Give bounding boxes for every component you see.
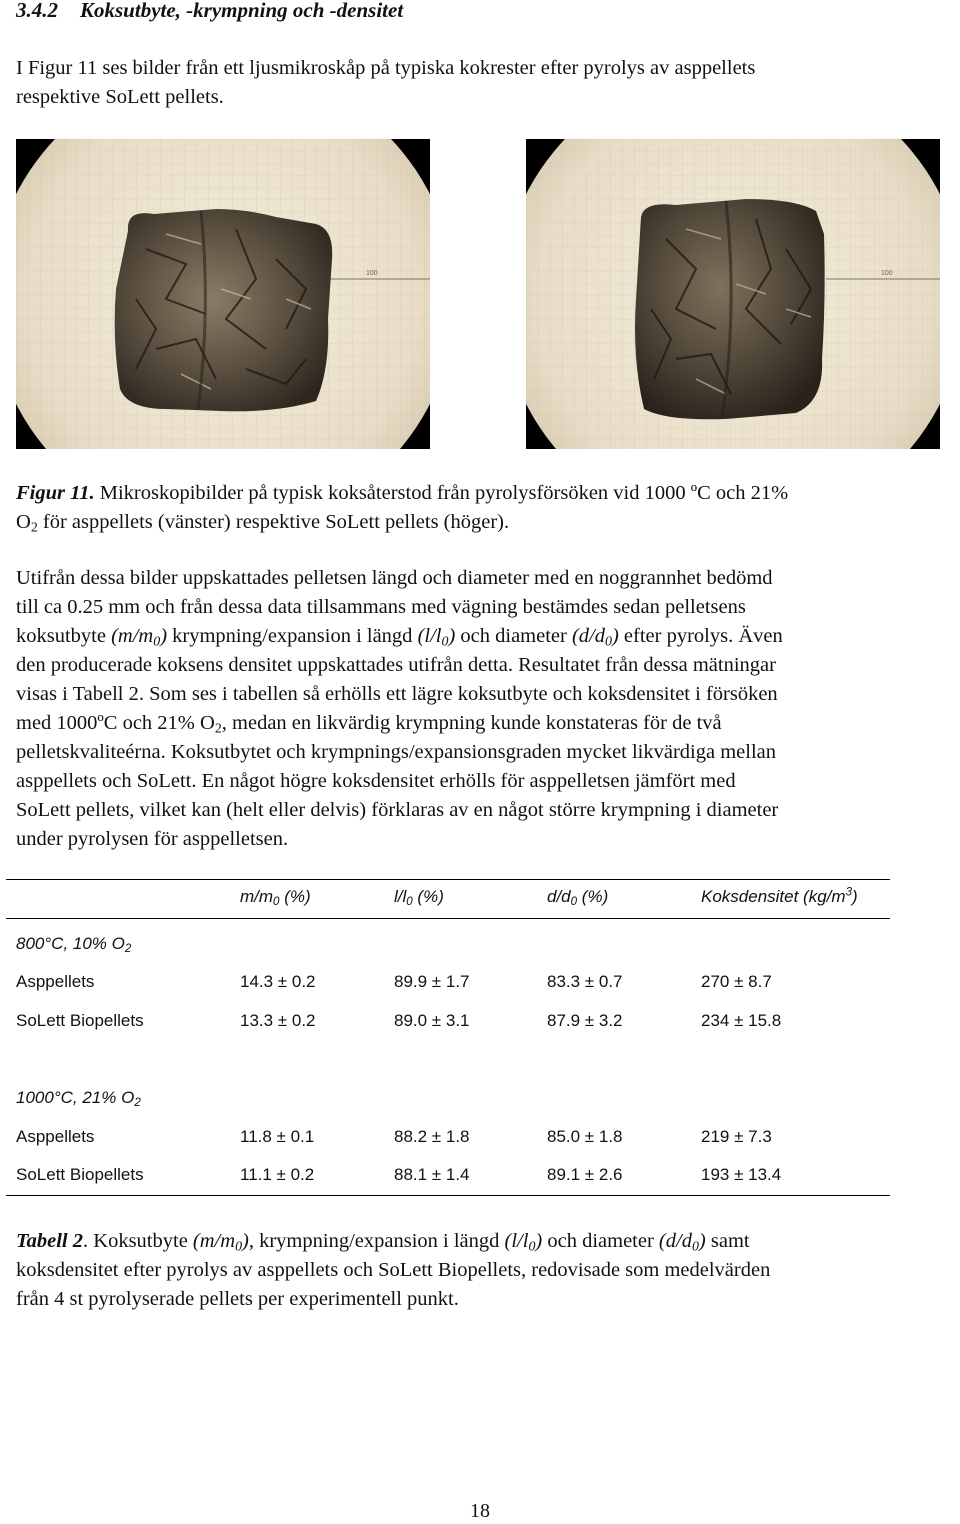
table-header-rule bbox=[6, 918, 890, 919]
section-title: Koksutbyte, -krympning och -densitet bbox=[80, 0, 404, 22]
column-header-diameter: $d/d_0$ (%) bbox=[547, 887, 609, 908]
scale-label: 100 bbox=[366, 270, 378, 277]
table-caption-line: koksdensitet efter pyrolys av asppellets och SoLett Biopellets, redovisade som medelvärden bbox=[16, 1259, 771, 1281]
body-line: asppellets och SoLett. En något högre koksdensitet erhölls för asppelletsen jämfört med bbox=[16, 770, 736, 792]
intro-line: respektive SoLett pellets. bbox=[16, 86, 224, 108]
table-cell: 89.0 ± 3.1 bbox=[394, 1011, 470, 1030]
table-cell: 13.3 ± 0.2 bbox=[240, 1011, 316, 1030]
column-header-mass: $m/m_0$ (%) bbox=[240, 887, 311, 908]
asppellets-micrograph bbox=[16, 139, 430, 449]
body-line: med 1000ºC och 21% $O_2$, medan en likvärdig krympning kunde konstateras för de två bbox=[16, 712, 722, 737]
scale-label: 100 bbox=[881, 270, 893, 277]
body-line: under pyrolysen för asppelletsen. bbox=[16, 828, 289, 850]
table-row-label: SoLett Biopellets bbox=[16, 1165, 144, 1184]
page-number: 18 bbox=[470, 1500, 490, 1522]
body-line: SoLett pellets, vilket kan (helt eller delvis) förklaras av en något större krympning i diameter bbox=[16, 799, 779, 821]
column-header-length: $l/l_0$ (%) bbox=[394, 887, 444, 908]
body-line: till ca 0.25 mm och från dessa data tillsammans med vägning bestämdes sedan pelletsens bbox=[16, 596, 746, 618]
table-group-label: 800°C, 10% $O_2$ bbox=[16, 934, 132, 955]
body-line: den producerade koksens densitet uppskattades utifrån detta. Resultatet från dessa mätningar bbox=[16, 654, 776, 676]
subscript: 2 bbox=[30, 520, 38, 536]
table-cell: 85.0 ± 1.8 bbox=[547, 1127, 623, 1146]
table-cell: 11.1 ± 0.2 bbox=[240, 1165, 315, 1184]
table-row-label: SoLett Biopellets bbox=[16, 1011, 144, 1030]
table-cell: 219 ± 7.3 bbox=[701, 1127, 772, 1146]
table-cell: 83.3 ± 0.7 bbox=[547, 972, 623, 991]
column-header-density: Koksdensitet $(kg/m^3)$ bbox=[701, 886, 858, 906]
table-cell: 88.1 ± 1.4 bbox=[394, 1165, 470, 1184]
table-caption-line: från 4 st pyrolyserade pellets per experimentell punkt. bbox=[16, 1288, 459, 1310]
intro-line: I Figur 11 ses bilder från ett ljusmikroskåp på typiska kokrester efter pyrolys av asppellets bbox=[16, 57, 756, 79]
solett-micrograph bbox=[526, 139, 940, 449]
figure-caption-text: för asppellets (vänster) respektive SoLett pellets (höger). bbox=[37, 511, 510, 533]
figure-caption bbox=[16, 479, 951, 537]
body-line: pelletskvaliteérna. Koksutbytet och krympnings/expansionsgraden mycket likvärdiga mellan bbox=[16, 741, 777, 763]
table-row-label: Asppellets bbox=[16, 972, 95, 991]
table-row-label: Asppellets bbox=[16, 1127, 95, 1146]
table-cell: 193 ± 13.4 bbox=[701, 1165, 782, 1184]
table-cell: 89.9 ± 1.7 bbox=[394, 972, 470, 991]
table-cell: 14.3 ± 0.2 bbox=[240, 972, 316, 991]
table-cell: 89.1 ± 2.6 bbox=[547, 1165, 623, 1184]
table-group-label: 1000°C, 21% $O_2$ bbox=[16, 1088, 141, 1109]
figure-caption-text: Mikroskopibilder på typisk koksåterstod från pyrolysförsöken vid 1000 ºC och 21% bbox=[94, 482, 789, 504]
figure-caption-text: O bbox=[16, 511, 31, 533]
table-cell: 88.2 ± 1.8 bbox=[394, 1127, 470, 1146]
table-cell: 11.8 ± 0.1 bbox=[240, 1127, 315, 1146]
figure-label: Figur 11. bbox=[16, 482, 95, 504]
section-heading bbox=[16, 0, 403, 23]
body-line: visas i Tabell 2. Som ses i tabellen så erhölls ett lägre koksutbyte och koksdensitet i försöken bbox=[16, 683, 778, 705]
table-cell: 87.9 ± 3.2 bbox=[547, 1011, 623, 1030]
body-line: koksutbyte $(m/m_0)$ krympning/expansion i längd $(l/l_0)$ och diameter $(d/d_0)$ efter pyrolys. Även bbox=[16, 625, 783, 650]
table-top-rule bbox=[6, 879, 890, 880]
table-caption: Tabell 2. Koksutbyte $(m/m_0)$, krympning/expansion i längd $(l/l_0)$ och diameter $(d/d_0)$ samt koksdensitet efter pyrolys av asppellets och SoLett Biopellets, redovisade som medelvärden från 4 st pyrolyserade pellets per experimentell punkt. bbox=[16, 1227, 951, 1314]
table-label: Tabell 2 bbox=[16, 1230, 84, 1252]
table-cell: 270 ± 8.7 bbox=[701, 972, 772, 991]
body-paragraph bbox=[16, 564, 951, 854]
table-bottom-rule bbox=[6, 1195, 890, 1196]
body-line: Utifrån dessa bilder uppskattades pelletsen längd och diameter med en noggrannhet bedömd bbox=[16, 567, 773, 589]
table-cell: 234 ± 15.8 bbox=[701, 1011, 782, 1030]
section-number: 3.4.2 bbox=[16, 0, 58, 22]
intro-paragraph bbox=[16, 54, 951, 112]
